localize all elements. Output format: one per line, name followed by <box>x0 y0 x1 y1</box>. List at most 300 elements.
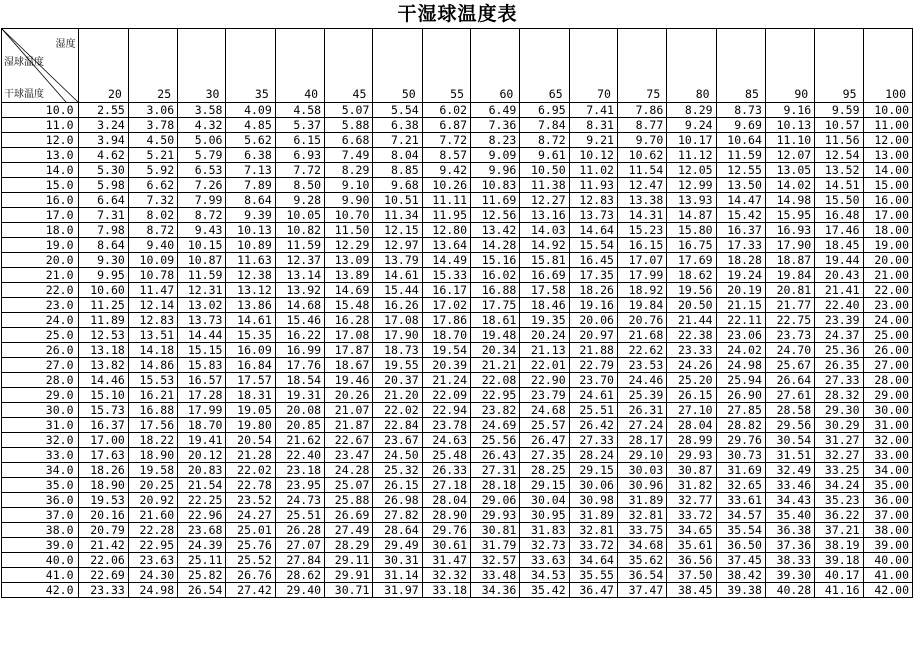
wet-bulb-cell: 20.97 <box>569 328 617 343</box>
wet-bulb-cell: 13.86 <box>226 298 275 313</box>
wet-bulb-cell: 29.11 <box>325 553 373 568</box>
wet-bulb-cell: 24.50 <box>373 448 422 463</box>
wet-bulb-cell: 30.06 <box>569 478 617 493</box>
wet-bulb-cell: 18.70 <box>178 418 226 433</box>
wet-bulb-cell: 31.14 <box>373 568 422 583</box>
wet-bulb-cell: 14.61 <box>373 268 422 283</box>
dry-bulb-cell: 10.0 <box>2 103 79 118</box>
wet-bulb-cell: 18.31 <box>226 388 275 403</box>
wet-bulb-cell: 17.07 <box>617 253 666 268</box>
wet-bulb-cell: 9.10 <box>325 178 373 193</box>
wet-bulb-cell: 13.02 <box>178 298 226 313</box>
wet-bulb-cell: 9.16 <box>765 103 814 118</box>
humidity-header-cell: 50 <box>373 29 422 103</box>
wet-bulb-cell: 26.76 <box>226 568 275 583</box>
wet-bulb-cell: 23.52 <box>226 493 275 508</box>
wet-bulb-cell: 19.35 <box>520 313 569 328</box>
wet-bulb-cell: 22.06 <box>78 553 128 568</box>
wet-bulb-cell: 12.55 <box>716 163 765 178</box>
wet-bulb-cell: 10.09 <box>128 253 177 268</box>
wet-bulb-cell: 30.95 <box>520 508 569 523</box>
wet-bulb-cell: 14.64 <box>569 223 617 238</box>
wet-bulb-cell: 13.42 <box>471 223 520 238</box>
wet-bulb-cell: 16.75 <box>667 238 716 253</box>
wet-bulb-cell: 10.62 <box>617 148 666 163</box>
wet-bulb-cell: 10.51 <box>373 193 422 208</box>
dry-bulb-cell: 42.0 <box>2 583 79 598</box>
dry-bulb-cell: 16.0 <box>2 193 79 208</box>
wet-bulb-cell: 14.69 <box>325 283 373 298</box>
wet-bulb-cell: 38.42 <box>716 568 765 583</box>
wet-bulb-cell: 34.68 <box>617 538 666 553</box>
wet-bulb-cell: 21.07 <box>325 403 373 418</box>
wet-bulb-cell: 14.51 <box>815 178 863 193</box>
dry-bulb-cell: 39.0 <box>2 538 79 553</box>
wet-bulb-cell: 33.46 <box>765 478 814 493</box>
wet-bulb-cell: 32.81 <box>569 523 617 538</box>
wet-bulb-cell: 6.93 <box>275 148 324 163</box>
wet-bulb-cell: 6.49 <box>471 103 520 118</box>
table-row <box>2 493 913 508</box>
wet-bulb-cell: 31.89 <box>617 493 666 508</box>
wet-bulb-cell: 8.85 <box>373 163 422 178</box>
wet-bulb-cell: 29.49 <box>373 538 422 553</box>
wet-bulb-cell: 32.73 <box>520 538 569 553</box>
wet-bulb-cell: 24.02 <box>716 343 765 358</box>
wet-bulb-cell: 4.62 <box>78 148 128 163</box>
wet-bulb-cell: 19.54 <box>422 343 470 358</box>
wet-bulb-cell: 18.28 <box>716 253 765 268</box>
wet-bulb-cell: 14.44 <box>178 328 226 343</box>
wet-bulb-cell: 22.90 <box>520 373 569 388</box>
wet-bulb-cell: 32.49 <box>765 463 814 478</box>
wet-bulb-cell: 32.27 <box>815 448 863 463</box>
dry-bulb-cell: 13.0 <box>2 148 79 163</box>
wet-bulb-cell: 33.18 <box>422 583 470 598</box>
wet-bulb-cell: 18.22 <box>128 433 177 448</box>
wet-bulb-cell: 29.30 <box>815 403 863 418</box>
wet-bulb-cell: 25.51 <box>275 508 324 523</box>
dry-bulb-cell: 17.0 <box>2 208 79 223</box>
wet-bulb-cell: 8.23 <box>471 133 520 148</box>
dry-bulb-cell: 33.0 <box>2 448 79 463</box>
table-row <box>2 343 913 358</box>
wet-bulb-cell: 21.54 <box>178 478 226 493</box>
wet-bulb-cell: 10.82 <box>275 223 324 238</box>
wet-bulb-cell: 19.48 <box>471 328 520 343</box>
wet-bulb-cell: 20.08 <box>275 403 324 418</box>
wet-bulb-cell: 19.58 <box>128 463 177 478</box>
wet-bulb-cell: 37.00 <box>863 508 912 523</box>
wet-bulb-cell: 30.31 <box>373 553 422 568</box>
wet-bulb-cell: 14.86 <box>128 358 177 373</box>
wet-bulb-cell: 13.89 <box>325 268 373 283</box>
wet-bulb-cell: 14.92 <box>520 238 569 253</box>
wet-bulb-cell: 17.76 <box>275 358 324 373</box>
wet-bulb-cell: 24.68 <box>520 403 569 418</box>
wet-bulb-cell: 11.95 <box>422 208 470 223</box>
table-row <box>2 538 913 553</box>
wet-bulb-cell: 25.48 <box>422 448 470 463</box>
wet-bulb-cell: 38.45 <box>667 583 716 598</box>
wet-bulb-cell: 24.73 <box>275 493 324 508</box>
wet-bulb-cell: 17.35 <box>569 268 617 283</box>
wet-bulb-cell: 21.87 <box>325 418 373 433</box>
dry-bulb-cell: 25.0 <box>2 328 79 343</box>
wet-bulb-cell: 21.42 <box>78 538 128 553</box>
dry-bulb-cell: 19.0 <box>2 238 79 253</box>
humidity-header-cell: 40 <box>275 29 324 103</box>
wet-bulb-cell: 20.39 <box>422 358 470 373</box>
wet-bulb-cell: 23.82 <box>471 403 520 418</box>
wet-bulb-cell: 16.93 <box>765 223 814 238</box>
wet-bulb-cell: 25.39 <box>617 388 666 403</box>
wet-bulb-cell: 34.64 <box>569 553 617 568</box>
wet-bulb-cell: 36.22 <box>815 508 863 523</box>
wet-bulb-cell: 15.83 <box>178 358 226 373</box>
wet-bulb-cell: 14.98 <box>765 193 814 208</box>
wet-bulb-cell: 5.21 <box>128 148 177 163</box>
wet-bulb-cell: 6.15 <box>275 133 324 148</box>
wet-bulb-cell: 29.15 <box>569 463 617 478</box>
wet-bulb-cell: 30.29 <box>815 418 863 433</box>
wet-bulb-cell: 18.87 <box>765 253 814 268</box>
wet-bulb-cell: 20.54 <box>226 433 275 448</box>
wet-bulb-cell: 25.11 <box>178 553 226 568</box>
wet-bulb-cell: 13.05 <box>765 163 814 178</box>
wet-bulb-cell: 22.96 <box>178 508 226 523</box>
wet-bulb-cell: 16.09 <box>226 343 275 358</box>
wet-bulb-cell: 14.18 <box>128 343 177 358</box>
wet-bulb-cell: 23.63 <box>128 553 177 568</box>
wet-bulb-cell: 39.18 <box>815 553 863 568</box>
wet-bulb-cell: 12.83 <box>128 313 177 328</box>
wet-bulb-cell: 4.09 <box>226 103 275 118</box>
table-row <box>2 403 913 418</box>
table-row <box>2 508 913 523</box>
wet-bulb-cell: 21.88 <box>569 343 617 358</box>
wet-bulb-cell: 6.87 <box>422 118 470 133</box>
wet-bulb-cell: 25.94 <box>716 373 765 388</box>
wet-bulb-cell: 31.83 <box>520 523 569 538</box>
wet-bulb-cell: 19.84 <box>617 298 666 313</box>
wet-bulb-cell: 14.68 <box>275 298 324 313</box>
wet-bulb-cell: 12.29 <box>325 238 373 253</box>
wet-bulb-cell: 22.40 <box>275 448 324 463</box>
wet-bulb-cell: 32.77 <box>667 493 716 508</box>
wet-bulb-cell: 29.93 <box>471 508 520 523</box>
wet-bulb-cell: 27.49 <box>325 523 373 538</box>
wet-bulb-cell: 31.82 <box>667 478 716 493</box>
wet-bulb-cell: 19.41 <box>178 433 226 448</box>
wet-bulb-cell: 28.99 <box>667 433 716 448</box>
wet-bulb-cell: 23.73 <box>765 328 814 343</box>
wet-bulb-cell: 36.50 <box>716 538 765 553</box>
wet-bulb-cell: 19.05 <box>226 403 275 418</box>
wet-bulb-cell: 12.47 <box>617 178 666 193</box>
wet-bulb-cell: 12.53 <box>78 328 128 343</box>
wet-bulb-cell: 27.61 <box>765 388 814 403</box>
wet-bulb-cell: 17.57 <box>226 373 275 388</box>
wet-bulb-cell: 18.90 <box>78 478 128 493</box>
wet-bulb-cell: 7.86 <box>617 103 666 118</box>
wet-bulb-cell: 19.56 <box>667 283 716 298</box>
dry-bulb-cell: 32.0 <box>2 433 79 448</box>
wet-bulb-cell: 30.73 <box>716 448 765 463</box>
wet-bulb-cell: 16.02 <box>471 268 520 283</box>
wet-bulb-cell: 39.30 <box>765 568 814 583</box>
wet-bulb-cell: 32.81 <box>617 508 666 523</box>
wet-bulb-cell: 31.69 <box>716 463 765 478</box>
wet-bulb-cell: 12.27 <box>520 193 569 208</box>
dry-bulb-cell: 31.0 <box>2 418 79 433</box>
wet-bulb-cell: 18.26 <box>78 463 128 478</box>
wet-bulb-cell: 28.04 <box>422 493 470 508</box>
wet-bulb-cell: 15.50 <box>815 193 863 208</box>
wet-bulb-cell: 24.37 <box>815 328 863 343</box>
wet-bulb-cell: 32.32 <box>422 568 470 583</box>
wet-bulb-cell: 23.00 <box>863 298 912 313</box>
wet-bulb-cell: 28.00 <box>863 373 912 388</box>
dry-bulb-cell: 37.0 <box>2 508 79 523</box>
wet-bulb-cell: 5.79 <box>178 148 226 163</box>
wet-bulb-cell: 17.63 <box>78 448 128 463</box>
wet-bulb-cell: 18.26 <box>569 283 617 298</box>
wet-bulb-cell: 22.08 <box>471 373 520 388</box>
wet-bulb-cell: 14.49 <box>422 253 470 268</box>
wet-bulb-cell: 29.40 <box>275 583 324 598</box>
wet-bulb-cell: 16.26 <box>373 298 422 313</box>
wet-bulb-cell: 31.00 <box>863 418 912 433</box>
wet-bulb-cell: 17.33 <box>716 238 765 253</box>
wet-bulb-cell: 11.25 <box>78 298 128 313</box>
wet-bulb-cell: 9.21 <box>569 133 617 148</box>
dry-bulb-cell: 14.0 <box>2 163 79 178</box>
wet-bulb-cell: 35.62 <box>617 553 666 568</box>
wet-bulb-cell: 4.50 <box>128 133 177 148</box>
wet-bulb-cell: 14.28 <box>471 238 520 253</box>
wet-bulb-cell: 23.47 <box>325 448 373 463</box>
wet-bulb-cell: 34.36 <box>471 583 520 598</box>
humidity-header-cell: 65 <box>520 29 569 103</box>
dry-bulb-cell: 30.0 <box>2 403 79 418</box>
wet-bulb-cell: 26.54 <box>178 583 226 598</box>
wet-bulb-cell: 13.12 <box>226 283 275 298</box>
wet-bulb-cell: 22.09 <box>422 388 470 403</box>
wet-bulb-cell: 13.82 <box>78 358 128 373</box>
wet-bulb-cell: 22.02 <box>226 463 275 478</box>
wet-bulb-cell: 28.58 <box>765 403 814 418</box>
wet-bulb-cell: 27.35 <box>520 448 569 463</box>
wet-bulb-cell: 42.00 <box>863 583 912 598</box>
wet-bulb-cell: 16.99 <box>275 343 324 358</box>
table-row <box>2 553 913 568</box>
wet-bulb-cell: 22.28 <box>128 523 177 538</box>
wet-bulb-cell: 34.24 <box>815 478 863 493</box>
humidity-header-cell: 30 <box>178 29 226 103</box>
wet-bulb-cell: 13.64 <box>422 238 470 253</box>
wet-bulb-cell: 11.56 <box>815 133 863 148</box>
wet-bulb-cell: 23.39 <box>815 313 863 328</box>
wet-bulb-cell: 17.99 <box>178 403 226 418</box>
wet-bulb-cell: 11.54 <box>617 163 666 178</box>
wet-bulb-cell: 37.47 <box>617 583 666 598</box>
wet-bulb-cell: 19.53 <box>78 493 128 508</box>
wet-bulb-cell: 26.98 <box>373 493 422 508</box>
dry-bulb-cell: 12.0 <box>2 133 79 148</box>
wet-bulb-cell: 14.31 <box>617 208 666 223</box>
wet-bulb-cell: 3.24 <box>78 118 128 133</box>
wet-bulb-cell: 28.64 <box>373 523 422 538</box>
wet-bulb-cell: 8.31 <box>569 118 617 133</box>
wet-bulb-cell: 7.32 <box>128 193 177 208</box>
wet-bulb-cell: 24.63 <box>422 433 470 448</box>
wet-bulb-cell: 28.82 <box>716 418 765 433</box>
wet-bulb-cell: 16.17 <box>422 283 470 298</box>
wet-bulb-cell: 20.92 <box>128 493 177 508</box>
table-row <box>2 523 913 538</box>
wet-bulb-cell: 27.18 <box>422 478 470 493</box>
wet-bulb-cell: 4.58 <box>275 103 324 118</box>
wet-bulb-cell: 41.16 <box>815 583 863 598</box>
wet-bulb-cell: 18.70 <box>422 328 470 343</box>
wet-bulb-cell: 17.08 <box>373 313 422 328</box>
wet-bulb-cell: 14.47 <box>716 193 765 208</box>
wet-bulb-cell: 9.69 <box>716 118 765 133</box>
wet-bulb-cell: 18.61 <box>471 313 520 328</box>
wet-bulb-cell: 5.92 <box>128 163 177 178</box>
wet-bulb-cell: 26.43 <box>471 448 520 463</box>
wet-bulb-cell: 3.06 <box>128 103 177 118</box>
wet-bulb-cell: 22.94 <box>422 403 470 418</box>
wet-bulb-cell: 35.00 <box>863 478 912 493</box>
wet-bulb-cell: 30.54 <box>765 433 814 448</box>
wet-bulb-cell: 26.42 <box>569 418 617 433</box>
wet-bulb-cell: 8.73 <box>716 103 765 118</box>
humidity-header-cell: 60 <box>471 29 520 103</box>
wet-bulb-cell: 26.28 <box>275 523 324 538</box>
wet-bulb-cell: 15.33 <box>422 268 470 283</box>
wet-bulb-cell: 23.70 <box>569 373 617 388</box>
wet-bulb-cell: 22.02 <box>373 403 422 418</box>
wet-bulb-cell: 7.21 <box>373 133 422 148</box>
wet-bulb-cell: 14.87 <box>667 208 716 223</box>
wet-bulb-cell: 10.64 <box>716 133 765 148</box>
wet-bulb-cell: 19.84 <box>765 268 814 283</box>
wet-bulb-cell: 9.28 <box>275 193 324 208</box>
wet-bulb-cell: 21.13 <box>520 343 569 358</box>
wet-bulb-cell: 7.26 <box>178 178 226 193</box>
wet-bulb-cell: 13.73 <box>569 208 617 223</box>
table-row <box>2 283 913 298</box>
humidity-header-cell: 25 <box>128 29 177 103</box>
wet-bulb-cell: 14.02 <box>765 178 814 193</box>
dry-bulb-cell: 22.0 <box>2 283 79 298</box>
wet-bulb-cell: 12.00 <box>863 133 912 148</box>
wet-bulb-cell: 4.85 <box>226 118 275 133</box>
wet-bulb-cell: 27.85 <box>716 403 765 418</box>
wet-bulb-cell: 4.32 <box>178 118 226 133</box>
wet-bulb-cell: 8.02 <box>128 208 177 223</box>
wet-bulb-cell: 26.90 <box>716 388 765 403</box>
wet-bulb-cell: 30.71 <box>325 583 373 598</box>
wet-bulb-cell: 18.62 <box>667 268 716 283</box>
table-row <box>2 193 913 208</box>
wet-bulb-cell: 38.19 <box>815 538 863 553</box>
wet-bulb-cell: 17.08 <box>325 328 373 343</box>
wet-bulb-cell: 12.07 <box>765 148 814 163</box>
wet-bulb-cell: 7.89 <box>226 178 275 193</box>
wet-bulb-cell: 28.25 <box>520 463 569 478</box>
table-row <box>2 103 913 118</box>
table-row <box>2 133 913 148</box>
wet-bulb-cell: 34.00 <box>863 463 912 478</box>
wet-bulb-cell: 15.73 <box>78 403 128 418</box>
wet-bulb-cell: 13.16 <box>520 208 569 223</box>
wet-bulb-cell: 13.18 <box>78 343 128 358</box>
wet-bulb-cell: 10.70 <box>325 208 373 223</box>
wet-bulb-cell: 5.06 <box>178 133 226 148</box>
wet-bulb-cell: 23.68 <box>178 523 226 538</box>
wet-bulb-cell: 26.00 <box>863 343 912 358</box>
wet-bulb-cell: 9.40 <box>128 238 177 253</box>
wet-bulb-cell: 35.54 <box>716 523 765 538</box>
wet-bulb-cell: 11.93 <box>569 178 617 193</box>
table-row <box>2 268 913 283</box>
wet-bulb-cell: 24.61 <box>569 388 617 403</box>
table-row <box>2 418 913 433</box>
table-row <box>2 478 913 493</box>
wet-bulb-cell: 12.38 <box>226 268 275 283</box>
wet-bulb-cell: 25.32 <box>373 463 422 478</box>
wet-bulb-cell: 2.55 <box>78 103 128 118</box>
wet-bulb-cell: 22.38 <box>667 328 716 343</box>
wet-bulb-cell: 27.24 <box>617 418 666 433</box>
table-row <box>2 118 913 133</box>
wet-bulb-cell: 26.69 <box>325 508 373 523</box>
wet-bulb-cell: 18.45 <box>815 238 863 253</box>
wet-bulb-cell: 30.87 <box>667 463 716 478</box>
wet-bulb-cell: 17.56 <box>128 418 177 433</box>
wet-bulb-cell: 16.88 <box>128 403 177 418</box>
wet-bulb-cell: 25.56 <box>471 433 520 448</box>
wet-bulb-cell: 34.53 <box>520 568 569 583</box>
wet-bulb-cell: 21.77 <box>765 298 814 313</box>
wet-bulb-cell: 17.46 <box>815 223 863 238</box>
wet-bulb-cell: 15.53 <box>128 373 177 388</box>
wet-bulb-cell: 12.97 <box>373 238 422 253</box>
wet-bulb-cell: 30.03 <box>617 463 666 478</box>
humidity-header-cell: 20 <box>78 29 128 103</box>
wet-bulb-cell: 9.09 <box>471 148 520 163</box>
wet-bulb-cell: 10.78 <box>128 268 177 283</box>
wet-bulb-cell: 7.13 <box>226 163 275 178</box>
wet-bulb-cell: 6.62 <box>128 178 177 193</box>
wet-bulb-cell: 25.67 <box>765 358 814 373</box>
wet-bulb-cell: 5.54 <box>373 103 422 118</box>
table-row <box>2 463 913 478</box>
wet-bulb-cell: 10.87 <box>178 253 226 268</box>
wet-bulb-cell: 20.81 <box>765 283 814 298</box>
wet-bulb-cell: 15.54 <box>569 238 617 253</box>
table-row <box>2 238 913 253</box>
wet-bulb-cell: 14.61 <box>226 313 275 328</box>
wet-bulb-cell: 7.31 <box>78 208 128 223</box>
wet-bulb-cell: 28.29 <box>325 538 373 553</box>
wet-bulb-cell: 39.38 <box>716 583 765 598</box>
wet-bulb-cell: 10.17 <box>667 133 716 148</box>
wet-bulb-cell: 28.04 <box>667 418 716 433</box>
